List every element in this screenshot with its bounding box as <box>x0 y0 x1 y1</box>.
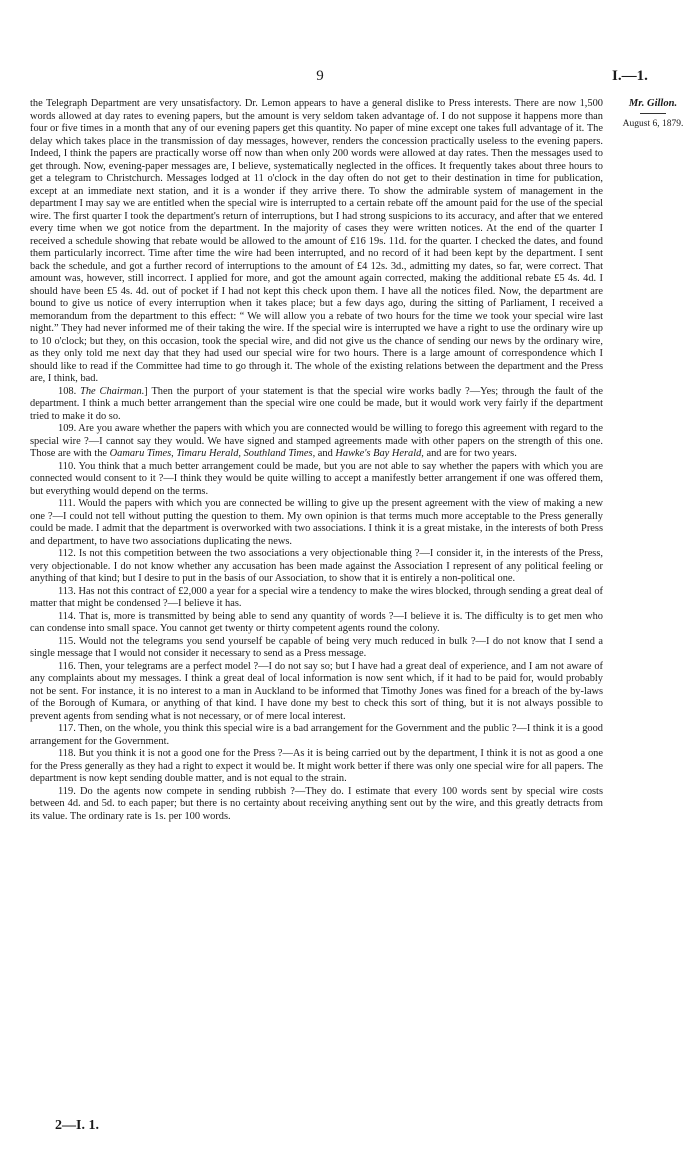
question-109-and: and <box>315 448 336 459</box>
question-108-text: ] Then the purport of your statement is that the special wire works badly ?—Yes; through the fault of the department. I think a much better arrangement than the special wire one could be made, but it would work very fairly if the department tried to make it do so. <box>30 385 603 422</box>
witness-name: Mr. Gillon. <box>628 98 678 109</box>
sheet-signature: 2—I. 1. <box>55 1118 99 1133</box>
question-115: 115. Would not the telegrams you send yourself be capable of being very much reduced in bulk ?—I do not know that I send a single message that I would not consider it necessary to send as a Press message. <box>30 635 603 659</box>
question-109-end: and are for two years. <box>423 448 517 459</box>
newspaper-names: Oamaru Times, Timaru Herald, Southland Times, <box>109 448 316 459</box>
question-114: 114. That is, more is transmitted by being able to send any quantity of words ?—I believe it is. The difficulty is to get men who can condense into small space. You cannot get twenty or thirty competent agents round the colony. <box>30 610 603 634</box>
question-109-text: 109. Are you aware whether the papers with which you are connected would be willing to forego this agreement with regard to the special wire ?—I cannot say they would. We have signed and stamped agreements made with other papers on the strength of this one. Those are with the <box>30 423 603 459</box>
question-111: 111. Would the papers with which you are connected be willing to give up the present agreement with the view of making a new one ?—I could not tell without putting the question to them. My own opinion is that terms much more acceptable to the Press generally could be made. I admit that the department is overworked with two associations. I think it is a great mistake, in the interests of both Press and department, to have two associations duplicating the news. <box>30 498 603 547</box>
question-108 <box>30 386 603 424</box>
question-118: 118. But you think it is not a good one for the Press ?—As it is being carried out by the department, I think it is not as good a one for the Press generally as they had a right to expect it would be. It might work better if there was only one special wire for all papers. The department is now kept sending double matter, and is not equal to the strain. <box>30 748 603 784</box>
paper-reference: I.—1. <box>612 68 648 84</box>
question-119: 119. Do the agents now compete in sending rubbish ?—They do. I estimate that every 100 words sent by special wire costs between 4d. and 5d. to each paper; but there is no certainty about receiving anything sent out by the wire, and this greatly detracts from its value. The ordinary rate is 1s. per 100 words. <box>30 785 603 822</box>
hearing-date: August 6, 1879. <box>622 119 684 129</box>
margin-rule <box>640 113 666 114</box>
evidence-body <box>30 98 603 823</box>
question-116: 116. Then, your telegrams are a perfect model ?—I do not say so; but I have had a great deal of experience, and I am not aware of any complaints about my messages. I think a great deal of local information is now sent which, if it had to be paid for, would probably not be sent. For instance, it is no interest to a man in Auckland to be informed that Timothy Jones was fined for a breach of the by-laws of the Borough of Kumara, or anything of that kind. I have done my best to check this sort of thing, but it is not always possible to prevent agents from sending what is not necessary, or of mere local interest. <box>30 660 603 722</box>
question-112: 112. Is not this competition between the two associations a very objectionable thing ?—I consider it, in the interests of the Press, very objectionable. I do not know whether any accusation has been made against the Association I represent of any political feeling or anything of that kind; but I desire to put in the basis of our Association, to show that it is entirely a non-political one. <box>30 548 603 584</box>
question-109 <box>30 423 603 461</box>
question-117: 117. Then, on the whole, you think this special wire is a bad arrangement for the Government and the public ?—I think it is a good arrangement for the Government. <box>30 723 603 747</box>
page-number: 9 <box>316 68 324 84</box>
question-113: 113. Has not this contract of £2,000 a year for a special wire a tendency to make the wires blocked, through sending a great deal of matter that might be condensed ?—I believe it has. <box>30 585 603 609</box>
newspaper-hawkes-bay: Hawke's Bay Herald, <box>335 448 424 459</box>
margin-note <box>612 98 694 129</box>
question-108-number: 108. <box>58 385 81 397</box>
speaker-chairman: The Chairman. <box>80 385 145 397</box>
question-110: 110. You think that a much better arrangement could be made, but you are not able to say whether the papers with which you are connected would consent to it ?—I think they would be quite willing to accept a manifestly better arrangement if one was offered them, but everything would depend on the terms. <box>30 460 603 497</box>
intro-paragraph: the Telegraph Department are very unsatisfactory. Dr. Lemon appears to have a general dislike to Press interests. There are now 1,500 words allowed at day rates to evening papers, but the amount is very seldom taken advantage of. I do not suppose it happens more than four or five times in a month that any of our evening papers get this quantity. No paper of mine except one takes full advantage of it. The delay which takes place in the transmission of day messages, however, renders the concession practically useless to the evening papers. Indeed, I think the papers are practically worse off now than when only 200 words were allowed at day rates. Then the messages used to get through. Now, evening-paper messages are, I believe, systematically neglected in the offices. It frequently takes about three hours to get a telegram to Christchurch. Messages lodged at 11 o'clock in the day often do not get to their destination in time for publication, except at an immediate next station, and it is a wonder if they arrive there. To show the admirable system of management in the department I may say we are entitled when the special wire is interrupted to a certain rebate off the amount paid for the use of the special wire. The first quarter I took the department's return of interruptions, but I had strong suspicions to its accuracy, and after that we entered every time when we got notice from the department. In the majority of cases they were written notices. At the end of the quarter I received a schedule showing that rebate would be allowed to the amount of £16 19s. 11d. for the quarter. I checked the dates, and found them particularly incorrect. Time after time the wire had been interrupted, and no record of it had been kept by the department. I sent back the schedule, and got a further record of interruptions to the amount of £4 12s. 3d., admitting my dates, so far, were correct. That amount was, however, still incorrect. I applied for more, and got the amount again corrected, making the additional rebate £5 4s. 4d. I should have been £5 4s. 4d. out of pocket if I had not kept this check upon them. I have all the notices filed. Now, the department are bound to give us notice of every interruption when it takes place; but a few days ago, during the sitting of Parliament, I received a memorandum from the department to this effect: “ We will allow you a rebate of two hours for the time we took your special wire last night.” They had never informed me of their taking the wire. If the special wire is interrupted we have a right to use the ordinary wire up to 10 o'clock; but they, on this occasion, took the special wire, and did not give us the chance of sending our news by the ordinary wire, as they only told me next day that they had used our special wire for two hours. There is a large amount of correspondence which I should like to read if the Committee had time to go through it. The whole of the existing relations between the department and the Press are, I think, bad. <box>30 98 603 384</box>
